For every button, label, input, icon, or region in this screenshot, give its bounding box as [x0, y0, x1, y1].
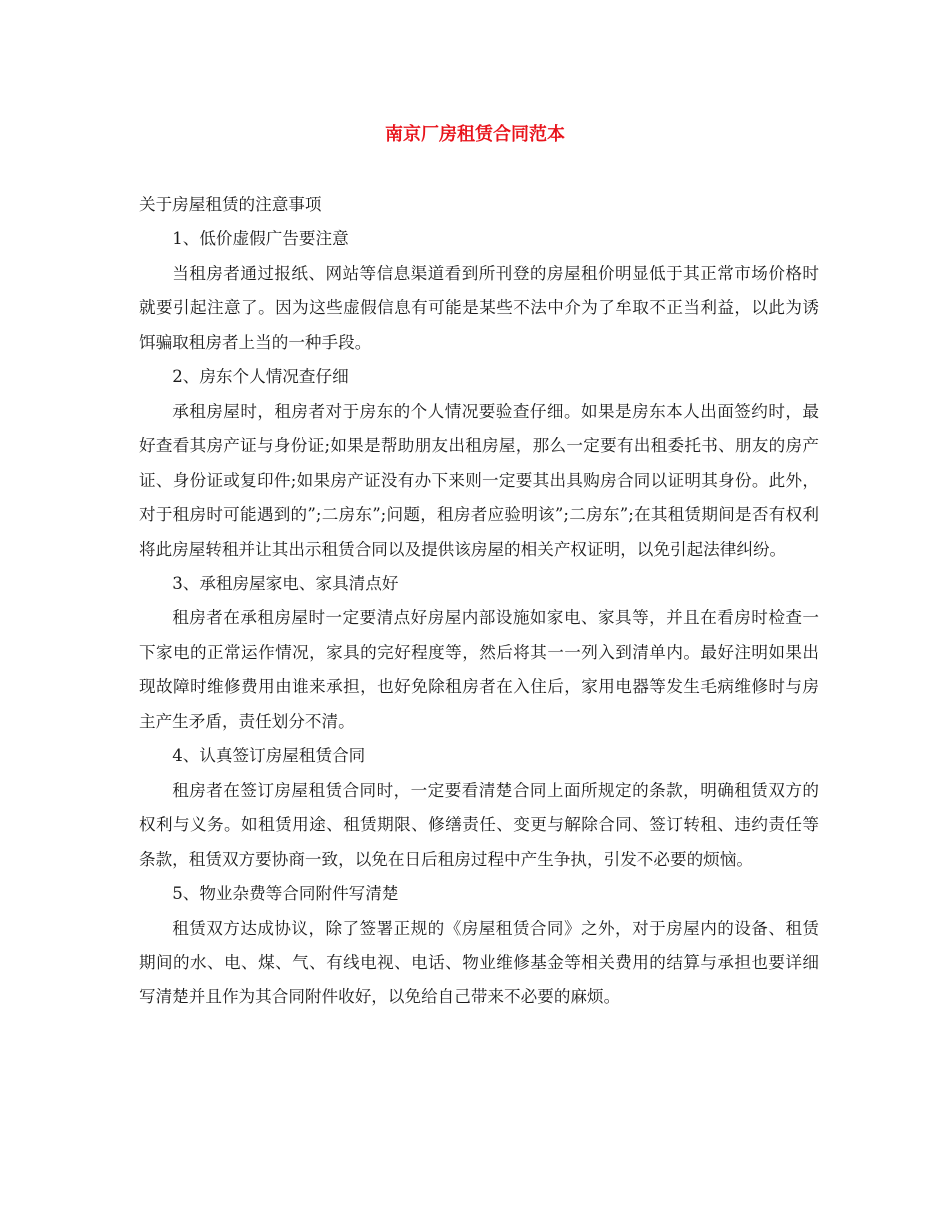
section-heading: 5、物业杂费等合同附件写清楚: [172, 884, 399, 904]
section-paragraph: 承租房屋时，租房者对于房东的个人情况要验查仔细。如果是房东本人出面签约时，最好查看其房产证与身份证;如果是帮助朋友出租房屋，那么一定要有出租委托书、朋友的房产证、身份证或复印件;如果房产证没有办下来则一定要其出具购房合同以证明其身份。此外，对于租房时可能遇到的”;二房东”;问题，租房者应验明该”;二房东”;在其租赁期间是否有权利将此房屋转租并让其出示租赁合同以及提供该房屋的相关产权证明，以免引起法律纠纷。: [139, 401, 819, 559]
section-heading: 1、低价虚假广告要注意: [172, 229, 349, 249]
section-heading: 4、认真签订房屋租赁合同: [172, 746, 366, 766]
section-heading: 3、承租房屋家电、家具清点好: [172, 573, 399, 593]
section-paragraph: 租房者在签订房屋租赁合同时，一定要看清楚合同上面所规定的条款，明确租赁双方的权利与义务。如租赁用途、租赁期限、修缮责任、变更与解除合同、签订转租、违约责任等条款，租赁双方要协商一致，以免在日后租房过程中产生争执，引发不必要的烦恼。: [139, 780, 819, 869]
intro-heading: 关于房屋租赁的注意事项: [139, 195, 322, 214]
section-paragraph: 租房者在承租房屋时一定要清点好房屋内部设施如家电、家具等，并且在看房时检查一下家电的正常运作情况，家具的完好程度等，然后将其一一列入到清单内。最好注明如果出现故障时维修费用由谁来承担，也好免除租房者在入住后，家用电器等发生毛病维修时与房主产生矛盾，责任划分不清。: [139, 608, 819, 731]
section-paragraph: 当租房者通过报纸、网站等信息渠道看到所刊登的房屋租价明显低于其正常市场价格时就要引起注意了。因为这些虚假信息有可能是某些不法中介为了牟取不正当利益，以此为诱饵骗取租房者上当的一种手段。: [139, 263, 819, 352]
document-body: [139, 188, 819, 1015]
section-heading: 2、房东个人情况查仔细: [172, 367, 349, 387]
document-title: 南京厂房租赁合同范本: [385, 124, 565, 145]
section-paragraph: 租赁双方达成协议，除了签署正规的《房屋租赁合同》之外，对于房屋内的设备、租赁期间的水、电、煤、气、有线电视、电话、物业维修基金等相关费用的结算与承担也要详细写清楚并且作为其合同附件收好，以免给自己带来不必要的麻烦。: [139, 918, 819, 1007]
